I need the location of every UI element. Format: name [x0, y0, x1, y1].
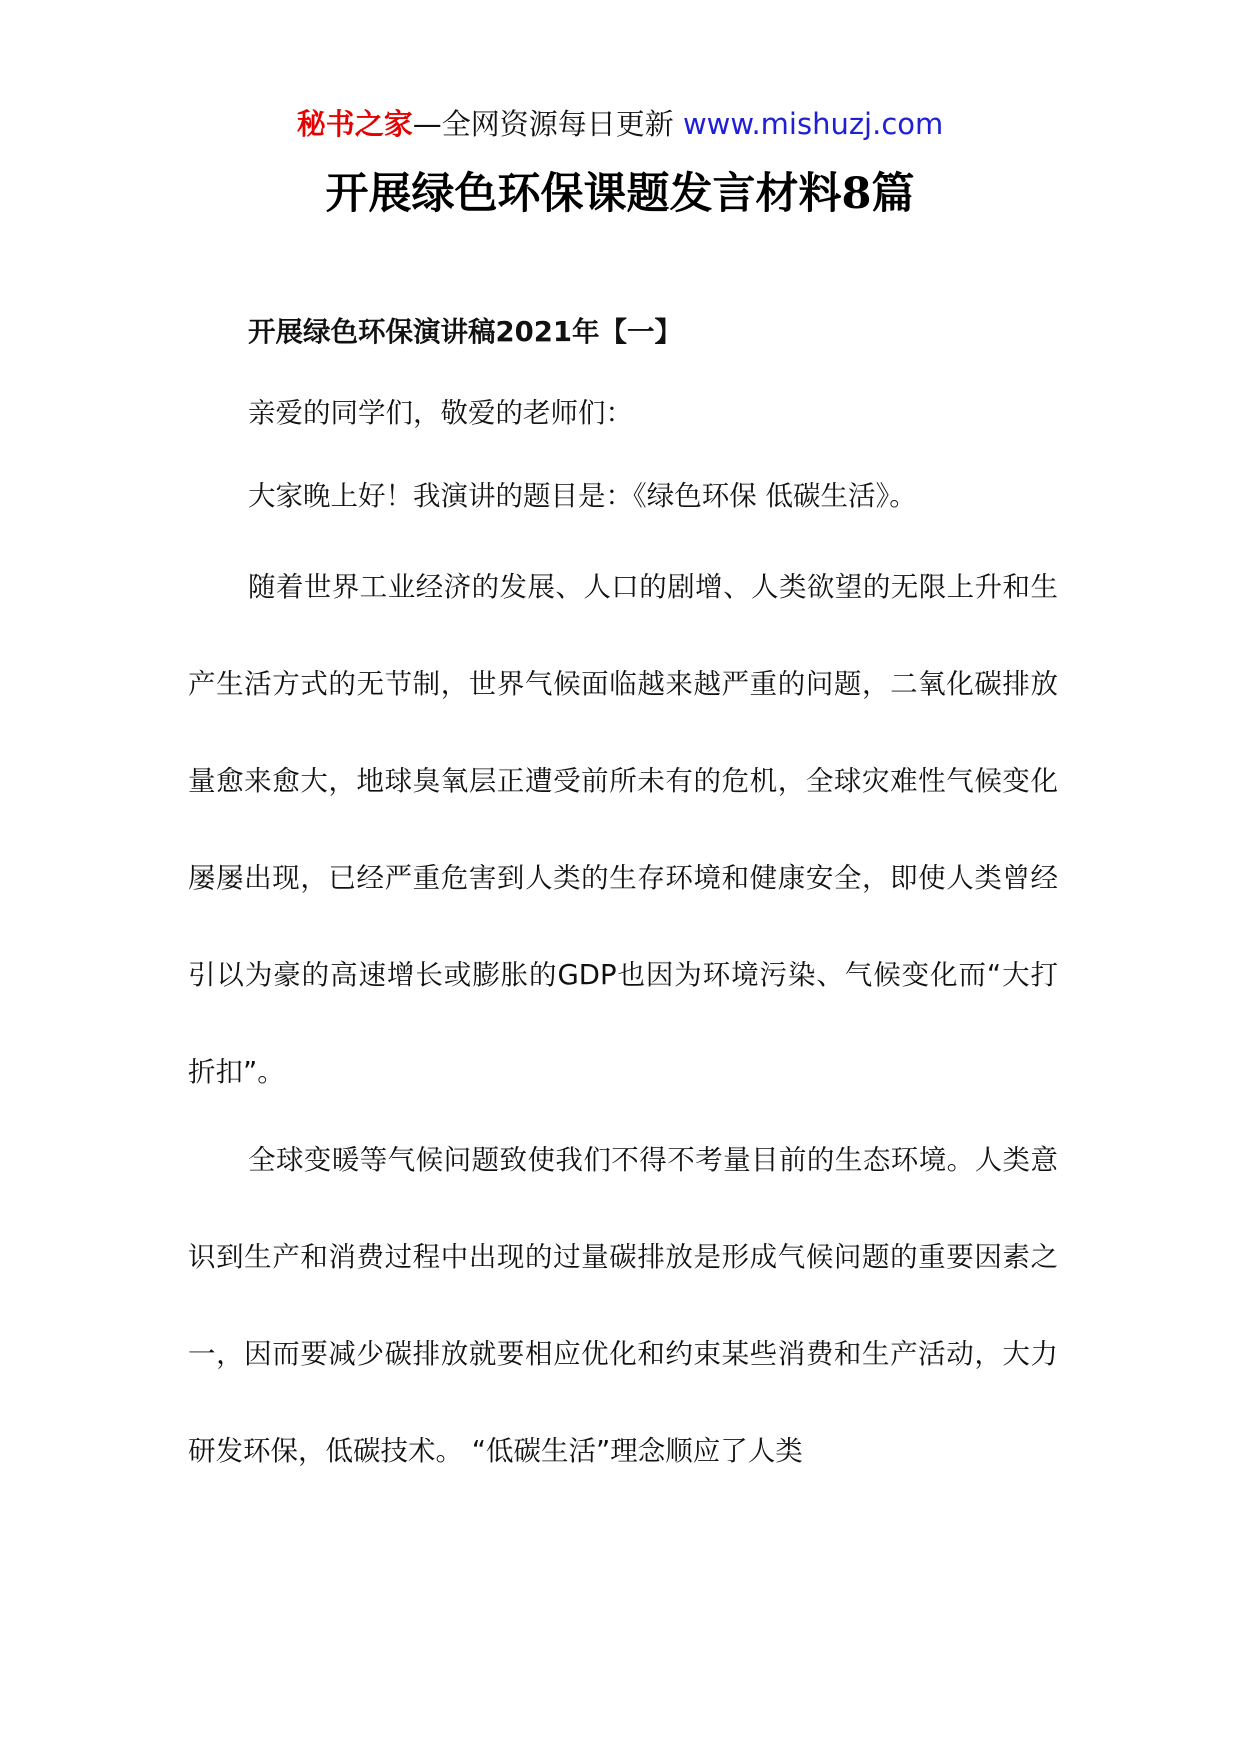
paragraph-1: 随着世界工业经济的发展、人口的剧增、人类欲望的无限上升和生产生活方式的无节制，世界气候面临越来越严重的问题，二氧化碳排放量愈来愈大，地球臭氧层正遭受前所未有的危机，全球灾难性气候变化屡屡出现，已经严重危害到人类的生存环境和健康安全，即使人类曾经引以为豪的高速增长或膨胀的GDP也因为环境污染、气候变化而“大打折扣”。	[188, 571, 1058, 1088]
site-brand: 秘书之家	[296, 107, 413, 141]
site-banner	[0, 104, 1240, 144]
document-title: 开展绿色环保课题发言材料8篇	[325, 169, 915, 219]
site-url-link[interactable]: www.mishuzj.com	[682, 107, 944, 141]
greeting: 大家晚上好！我演讲的题目是：《绿色环保 低碳生活》。	[248, 480, 917, 512]
site-tagline: —全网资源每日更新	[412, 107, 683, 141]
section-heading: 开展绿色环保演讲稿2021年【一】	[248, 316, 683, 348]
paragraph-2: 全球变暖等气候问题致使我们不得不考量目前的生态环境。人类意识到生产和消费过程中出现的过量碳排放是形成气候问题的重要因素之一，因而要减少碳排放就要相应优化和约束某些消费和生产活动，大力研发环保，低碳技术。 “低碳生活”理念顺应了人类	[188, 1144, 1058, 1467]
salutation: 亲爱的同学们，敬爱的老师们：	[248, 397, 633, 429]
